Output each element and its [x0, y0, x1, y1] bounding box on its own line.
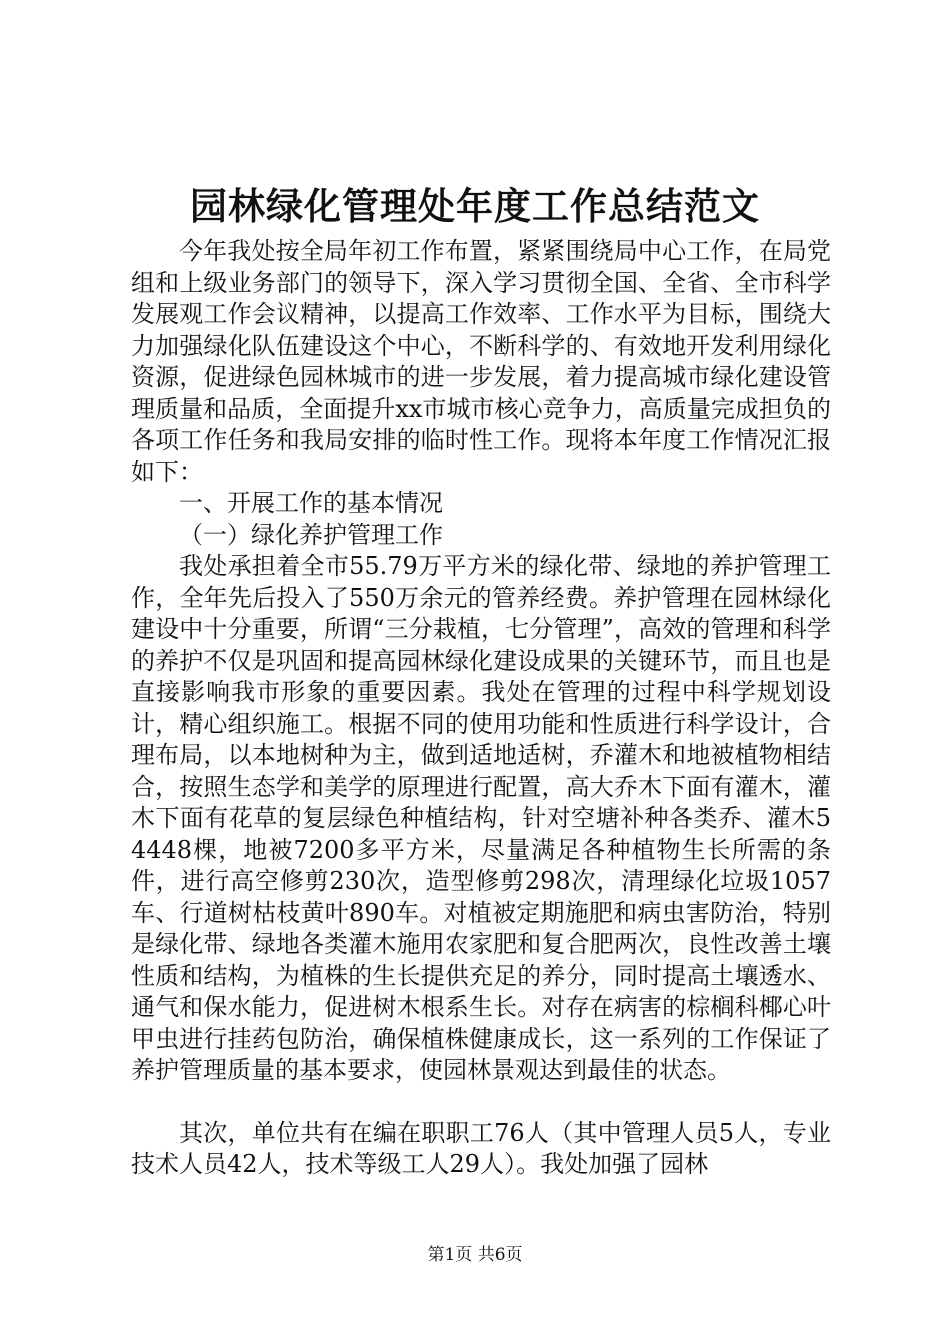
page-number-footer: 第1页 共6页 — [427, 1245, 523, 1265]
document-body — [131, 236, 831, 1181]
maintenance-paragraph: 我处承担着全市55.79万平方米的绿化带、绿地的养护管理工作，全年先后投入了550万余元的管养经费。养护管理在园林绿化建设中十分重要，所谓“三分栽植，七分管理”，高效的管理和科学的养护不仅是巩固和提高园林绿化建设成果的关键环节，而且也是直接影响我市形象的重要因素。我处在管理的过程中科学规划设计，精心组织施工。根据不同的使用功能和性质进行科学设计，合理布局，以本地树种为主，做到适地适树，乔灌木和地被植物相结合，按照生态学和美学的原理进行配置，高大乔木下面有灌木，灌木下面有花草的复层绿色种植结构，针对空塘补种各类乔、灌木54448棵，地被7200多平方米，尽量满足各种植物生长所需的条件，进行高空修剪230次，造型修剪298次，清理绿化垃圾1057车、行道树枯枝黄叶890车。对植被定期施肥和病虫害防治，特别是绿化带、绿地各类灌木施用农家肥和复合肥两次，良性改善土壤性质和结构，为植株的生长提供充足的养分，同时提高土壤透水、通气和保水能力，促进树木根系生长。对存在病害的棕榈科椰心叶甲虫进行挂药包防治，确保植株健康成长，这一系列的工作保证了养护管理质量的基本要求，使园林景观达到最佳的状态。 — [131, 552, 831, 1084]
section-heading: 一、开展工作的基本情况 — [179, 489, 443, 517]
staff-paragraph: 其次，单位共有在编在职职工76人（其中管理人员5人，专业技术人员42人，技术等级工人29人）。我处加强了园林 — [131, 1118, 831, 1178]
document-title: 园林绿化管理处年度工作总结范文 — [190, 185, 760, 228]
subsection-heading: （一）绿化养护管理工作 — [179, 520, 443, 549]
intro-paragraph: 今年我处按全局年初工作布置，紧紧围绕局中心工作，在局党组和上级业务部门的领导下，深入学习贯彻全国、全省、全市科学发展观工作会议精神，以提高工作效率、工作水平为目标，围绕大力加强绿化队伍建设这个中心，不断科学的、有效地开发利用绿化资源，促进绿色园林城市的进一步发展，着力提高城市绿化建设管理质量和品质，全面提升xx市城市核心竞争力，高质量完成担负的各项工作任务和我局安排的临时性工作。现将本年度工作情况汇报如下： — [131, 237, 831, 486]
